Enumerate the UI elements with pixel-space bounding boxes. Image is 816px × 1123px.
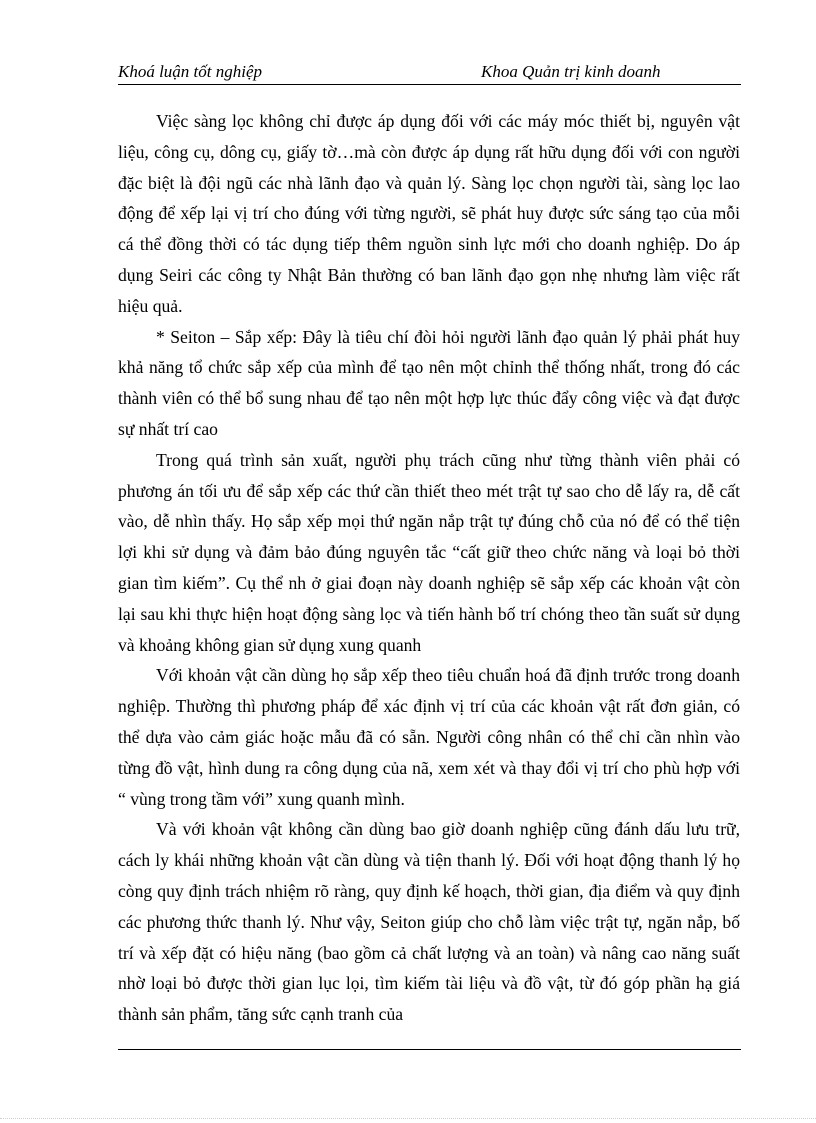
header-faculty-name: Khoa Quản trị kinh doanh [481, 62, 661, 81]
paragraph-needed-items: Với khoản vật cần dùng họ sắp xếp theo tiêu chuẩn hoá đã định trước trong doanh nghiệp. Thường thì phương pháp để xác định vị trí của các khoản vật rất đơn giản, có thể dựa vào cảm giác hoặc mẫu đã có sẵn. Người công nhân có thể chỉ cần nhìn vào từng đồ vật, hình dung ra công dụng của nã, xem xét và thay đổi vị trí cho phù hợp với “ vùng trong tầm với” xung quanh mình. [118, 665, 740, 809]
paragraph-seiri-people: Việc sàng lọc không chỉ được áp dụng đối với các máy móc thiết bị, nguyên vật liệu, công cụ, dông cụ, giấy tờ…mà còn được áp dụng rất hữu dụng đối với con người đặc biệt là đội ngũ các nhà lãnh đạo và quản lý. Sàng lọc chọn người tài, sàng lọc lao động để xếp lại vị trí cho đúng với từng người, sẽ phát huy được sức sáng tạo của mỗi cá thể đồng thời có tác dụng tiếp thêm nguồn sinh lực mới cho doanh nghiệp. Do áp dụng Seiri các công ty Nhật Bản thường có ban lãnh đạo gọn nhẹ nhưng làm việc rất hiệu quả. [118, 111, 740, 316]
paragraph-unneeded-items: Và với khoản vật không cần dùng bao giờ doanh nghiệp cũng đánh dấu lưu trữ, cách ly khái những khoản vật cần dùng và tiện thanh lý. Đối với hoạt động thanh lý họ còng quy định trách nhiệm rõ ràng, quy định kế hoạch, thời gian, địa điểm và quy định các phương thức thanh lý. Như vậy, Seiton giúp cho chỗ làm việc trật tự, ngăn nắp, bố trí và xếp đặt có hiệu năng (bao gồm cả chất lượng và an toàn) và nâng cao năng suất nhờ loại bỏ được thời gian lục lọi, tìm kiếm tài liệu và đồ vật, từ đó góp phần hạ giá thành sản phẩm, tăng sức cạnh tranh của [118, 819, 740, 1025]
page-edge-divider [0, 1118, 816, 1119]
page-header [118, 60, 741, 85]
footer-divider [118, 1049, 741, 1050]
body-text [118, 106, 740, 1030]
paragraph-seiton-arrangement: Trong quá trình sản xuất, người phụ trách cũng như từng thành viên phải có phương án tối ưu để sắp xếp các thứ cần thiết theo mét trật tự sao cho dễ lấy ra, dễ cất vào, dễ nhìn thấy. Họ sắp xếp mọi thứ ngăn nắp trật tự đúng chỗ của nó để có thể tiện lợi khi sử dụng và đảm bảo đúng nguyên tắc “cất giữ theo chức năng và loại bỏ thời gian tìm kiếm”. Cụ thể nh ở giai đoạn này doanh nghiệp sẽ sắp xếp các khoản vật còn lại sau khi thực hiện hoạt động sàng lọc và tiến hành bố trí chóng theo tần suất sử dụng và khoảng không gian sử dụng xung quanh [118, 449, 740, 655]
paragraph-seiton-definition: * Seiton – Sắp xếp: Đây là tiêu chí đòi hỏi người lãnh đạo quản lý phải phát huy khả năng tổ chức sắp xếp của mình để tạo nên một chỉnh thể thống nhất, trong đó các thành viên có thể bổ sung nhau để tạo nên một hợp lực thúc đẩy công việc và đạt được sự nhất trí cao [118, 326, 740, 439]
header-thesis-title: Khoá luận tốt nghiệp [118, 62, 263, 81]
